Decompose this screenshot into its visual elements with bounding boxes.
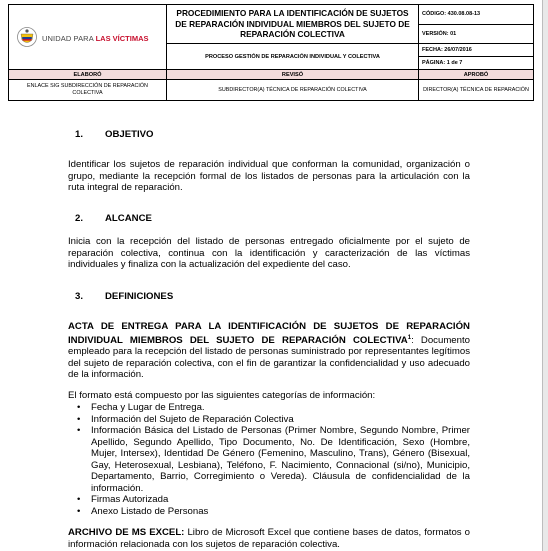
section-title: DEFINICIONES <box>105 291 174 302</box>
list-item: • Información Básica del Listado de Personas (Primer Nombre, Segundo Nombre, Primer Apellido, Segundo Apellido, Tipo Documento, No. De Identificación, Sexo (Hombre, Mujer, Intersex), Identidad De Género (Femenino, Masculino, Trans), Género (Bisexual, Gay, Heterosexual, Lesbiana), Teléfono, F. Nacimiento, Connacional (si/no), Municipio, Departamento, Barrio, Corregimiento o Vereda). Cláusula de confidencialidad de la información. <box>68 425 470 494</box>
objetivo-paragraph: Identificar los sujetos de reparación individual que conforman la comunidad, organización o grupo, mediante la recepción formal de los listados de personas para la articulación con la ruta integral de reparación. <box>68 159 470 193</box>
section-title: ALCANCE <box>105 213 152 224</box>
acta-text: : Documento empleado para la recepción del listado de personas suministrado por representantes legítimos del sujeto de reparación colectiva, con el fin de garantizar la confidencialidad y uso adecuado de la información. <box>68 334 470 381</box>
list-item: • Firmas Autorizada <box>68 494 470 506</box>
approved-label: APROBÓ <box>419 70 534 80</box>
format-intro: El formato está compuesto por las siguientes categorías de información: <box>68 390 376 401</box>
prepared-label: ELABORÓ <box>9 70 167 80</box>
footnote-marker: 1 <box>407 334 412 341</box>
logo-text-bold: LAS VÍCTIMAS <box>95 34 149 43</box>
format-categories-list <box>68 402 470 517</box>
document-title: PROCEDIMIENTO PARA LA IDENTIFICACIÓN DE SUJETOS DE REPARACIÓN INDIVIDUAL MIEMBROS DEL SUJETO DE REPARACIÓN COLECTIVA <box>167 5 419 44</box>
excel-text: Libro de Microsoft Excel que contiene bases de datos, formatos o información relacionada con los sujetos de reparación colectiva. <box>68 527 470 550</box>
excel-definition <box>68 527 470 550</box>
acta-definition <box>68 321 470 381</box>
version-cell: VERSIÓN: 01 <box>419 24 534 44</box>
document-header-table <box>8 4 534 101</box>
colombia-seal-icon <box>16 26 38 48</box>
logo-cell <box>9 5 167 70</box>
list-item: • Información del Sujeto de Reparación Colectiva <box>68 414 470 426</box>
page-cell: PÁGINA: 1 de 7 <box>419 57 534 70</box>
unidad-victimas-logo <box>12 26 163 48</box>
alcance-paragraph: Inicia con la recepción del listado de personas entregado oficialmente por el sujeto de reparación colectiva, continua con la identificación y caracterización de las víctimas individuales y finaliza con la actualización del expediente del caso. <box>68 236 470 270</box>
logo-text-plain: UNIDAD PARA <box>42 34 96 43</box>
date-cell: FECHA: 26/07/2016 <box>419 44 534 57</box>
code-cell: CÓDIGO: 430.08.08-13 <box>419 5 534 25</box>
list-item: • Fecha y Lugar de Entrega. <box>68 402 470 414</box>
approved-value: DIRECTOR(A) TÉCNICA DE REPARACIÓN <box>419 80 534 101</box>
excel-term: ARCHIVO DE MS EXCEL: <box>68 527 185 538</box>
section-number: 3. <box>75 291 84 302</box>
acta-term: ACTA DE ENTREGA PARA LA IDENTIFICACIÓN DE SUJETOS DE REPARACIÓN INDIVIDUAL MIEMBROS DEL SUJETO DE REPARACIÓN COLECTIVA <box>68 321 470 346</box>
list-item: • Anexo Listado de Personas <box>68 506 470 518</box>
section-number: 2. <box>75 213 84 224</box>
section-number: 1. <box>75 129 84 140</box>
page-gutter <box>543 0 548 551</box>
subprocess-cell: PROCESO GESTIÓN DE REPARACIÓN INDIVIDUAL Y COLECTIVA <box>167 44 419 70</box>
section-title: OBJETIVO <box>105 129 154 140</box>
reviewed-value: SUBDIRECTOR(A) TÉCNICA DE REPARACIÓN COLECTIVA <box>167 80 419 101</box>
prepared-value: ENLACE SIG SUBDIRECCIÓN DE REPARACIÓN COLECTIVA <box>9 80 167 101</box>
reviewed-label: REVISÓ <box>167 70 419 80</box>
